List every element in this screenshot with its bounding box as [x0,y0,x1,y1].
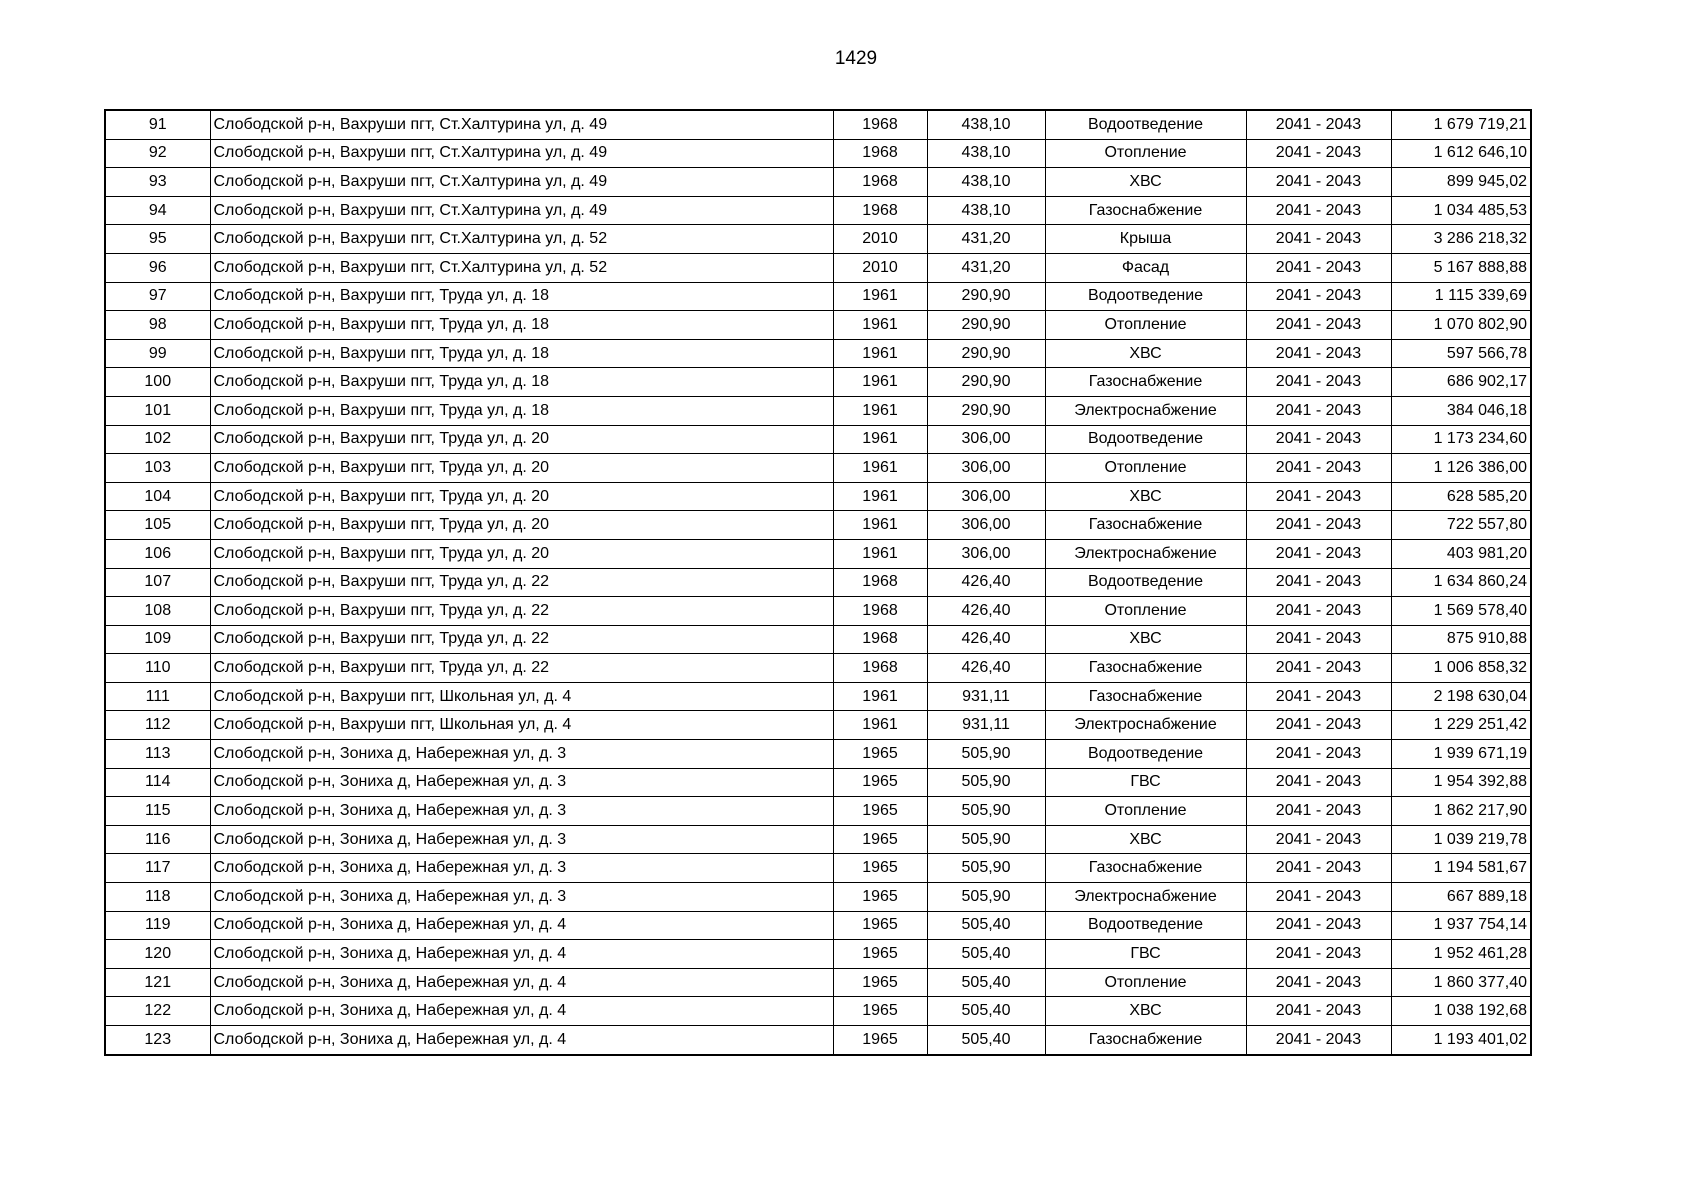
house-address-cell: Слободской р-н, Вахруши пгт, Труда ул, д. 20 [210,425,833,454]
repair-cost-cell: 1 939 671,19 [1391,740,1531,769]
row-number-cell: 111 [105,682,210,711]
work-type-cell: ГВС [1045,768,1246,797]
repair-cost-cell: 2 198 630,04 [1391,682,1531,711]
repair-cost-cell: 1 039 219,78 [1391,825,1531,854]
build-year-cell: 1965 [833,854,927,883]
house-area-cell: 505,40 [927,911,1045,940]
work-type-cell: Отопление [1045,797,1246,826]
house-address-cell: Слободской р-н, Вахруши пгт, Труда ул, д. 18 [210,282,833,311]
row-number-cell: 106 [105,539,210,568]
house-address-cell: Слободской р-н, Вахруши пгт, Ст.Халтурина ул, д. 49 [210,139,833,168]
table-row [105,740,1531,769]
table-row [105,825,1531,854]
row-number-cell: 92 [105,139,210,168]
table-row [105,883,1531,912]
build-year-cell: 1968 [833,597,927,626]
house-area-cell: 290,90 [927,368,1045,397]
work-type-cell: ХВС [1045,997,1246,1026]
house-address-cell: Слободской р-н, Вахруши пгт, Школьная ул, д. 4 [210,711,833,740]
house-address-cell: Слободской р-н, Вахруши пгт, Ст.Халтурина ул, д. 49 [210,110,833,139]
house-area-cell: 438,10 [927,168,1045,197]
build-year-cell: 1961 [833,511,927,540]
house-address-cell: Слободской р-н, Зониха д, Набережная ул, д. 3 [210,740,833,769]
repair-cost-cell: 1 034 485,53 [1391,196,1531,225]
repair-cost-cell: 5 167 888,88 [1391,253,1531,282]
repair-cost-cell: 1 952 461,28 [1391,940,1531,969]
repair-cost-cell: 1 006 858,32 [1391,654,1531,683]
repair-cost-cell: 403 981,20 [1391,539,1531,568]
repair-period-cell: 2041 - 2043 [1246,854,1391,883]
house-address-cell: Слободской р-н, Вахруши пгт, Ст.Халтурина ул, д. 52 [210,253,833,282]
repair-period-cell: 2041 - 2043 [1246,196,1391,225]
house-area-cell: 306,00 [927,425,1045,454]
build-year-cell: 1968 [833,139,927,168]
repair-cost-cell: 3 286 218,32 [1391,225,1531,254]
row-number-cell: 94 [105,196,210,225]
build-year-cell: 1965 [833,968,927,997]
table-row [105,225,1531,254]
table-row [105,682,1531,711]
house-area-cell: 505,90 [927,740,1045,769]
repair-period-cell: 2041 - 2043 [1246,1026,1391,1055]
row-number-cell: 116 [105,825,210,854]
repair-period-cell: 2041 - 2043 [1246,482,1391,511]
house-area-cell: 426,40 [927,654,1045,683]
house-area-cell: 306,00 [927,454,1045,483]
house-area-cell: 505,90 [927,825,1045,854]
repair-cost-cell: 1 569 578,40 [1391,597,1531,626]
work-type-cell: ХВС [1045,625,1246,654]
house-area-cell: 438,10 [927,110,1045,139]
house-address-cell: Слободской р-н, Вахруши пгт, Ст.Халтурина ул, д. 49 [210,196,833,225]
work-type-cell: ХВС [1045,482,1246,511]
row-number-cell: 110 [105,654,210,683]
build-year-cell: 1961 [833,539,927,568]
house-address-cell: Слободской р-н, Зониха д, Набережная ул, д. 4 [210,968,833,997]
house-area-cell: 505,90 [927,797,1045,826]
build-year-cell: 1961 [833,425,927,454]
build-year-cell: 1968 [833,625,927,654]
build-year-cell: 1965 [833,883,927,912]
repair-cost-cell: 1 612 646,10 [1391,139,1531,168]
repair-cost-cell: 628 585,20 [1391,482,1531,511]
house-area-cell: 505,40 [927,1026,1045,1055]
row-number-cell: 107 [105,568,210,597]
house-address-cell: Слободской р-н, Зониха д, Набережная ул, д. 3 [210,797,833,826]
repair-period-cell: 2041 - 2043 [1246,825,1391,854]
repair-period-cell: 2041 - 2043 [1246,311,1391,340]
repair-period-cell: 2041 - 2043 [1246,368,1391,397]
repair-period-cell: 2041 - 2043 [1246,768,1391,797]
row-number-cell: 97 [105,282,210,311]
work-type-cell: Газоснабжение [1045,196,1246,225]
row-number-cell: 109 [105,625,210,654]
repair-period-cell: 2041 - 2043 [1246,597,1391,626]
house-address-cell: Слободской р-н, Вахруши пгт, Труда ул, д. 18 [210,368,833,397]
work-type-cell: Электроснабжение [1045,396,1246,425]
repair-cost-cell: 1 954 392,88 [1391,768,1531,797]
table-row [105,568,1531,597]
table-row [105,110,1531,139]
house-area-cell: 431,20 [927,225,1045,254]
build-year-cell: 1961 [833,339,927,368]
repair-period-cell: 2041 - 2043 [1246,225,1391,254]
table-row [105,168,1531,197]
repair-cost-cell: 899 945,02 [1391,168,1531,197]
repair-cost-cell: 1 126 386,00 [1391,454,1531,483]
repair-period-cell: 2041 - 2043 [1246,911,1391,940]
repair-cost-cell: 1 634 860,24 [1391,568,1531,597]
work-type-cell: Водоотведение [1045,110,1246,139]
row-number-cell: 122 [105,997,210,1026]
work-type-cell: Отопление [1045,139,1246,168]
build-year-cell: 1965 [833,997,927,1026]
build-year-cell: 1968 [833,168,927,197]
house-area-cell: 505,90 [927,883,1045,912]
house-address-cell: Слободской р-н, Вахруши пгт, Ст.Халтурина ул, д. 52 [210,225,833,254]
house-area-cell: 505,40 [927,997,1045,1026]
house-address-cell: Слободской р-н, Зониха д, Набережная ул, д. 3 [210,825,833,854]
row-number-cell: 115 [105,797,210,826]
house-area-cell: 426,40 [927,568,1045,597]
house-address-cell: Слободской р-н, Вахруши пгт, Труда ул, д. 18 [210,311,833,340]
house-area-cell: 306,00 [927,511,1045,540]
house-address-cell: Слободской р-н, Зониха д, Набережная ул, д. 3 [210,883,833,912]
house-area-cell: 505,40 [927,940,1045,969]
house-area-cell: 306,00 [927,482,1045,511]
house-area-cell: 438,10 [927,139,1045,168]
work-type-cell: Газоснабжение [1045,368,1246,397]
repair-period-cell: 2041 - 2043 [1246,968,1391,997]
work-type-cell: Газоснабжение [1045,682,1246,711]
house-address-cell: Слободской р-н, Вахруши пгт, Труда ул, д. 22 [210,654,833,683]
repair-period-cell: 2041 - 2043 [1246,282,1391,311]
build-year-cell: 1961 [833,711,927,740]
row-number-cell: 119 [105,911,210,940]
row-number-cell: 99 [105,339,210,368]
build-year-cell: 1965 [833,797,927,826]
table-row [105,997,1531,1026]
repair-period-cell: 2041 - 2043 [1246,740,1391,769]
work-type-cell: Газоснабжение [1045,511,1246,540]
house-address-cell: Слободской р-н, Вахруши пгт, Труда ул, д. 20 [210,454,833,483]
house-area-cell: 290,90 [927,311,1045,340]
repair-period-cell: 2041 - 2043 [1246,396,1391,425]
table-row [105,625,1531,654]
row-number-cell: 91 [105,110,210,139]
work-type-cell: Водоотведение [1045,282,1246,311]
house-address-cell: Слободской р-н, Вахруши пгт, Труда ул, д. 20 [210,539,833,568]
house-area-cell: 931,11 [927,682,1045,711]
house-address-cell: Слободской р-н, Зониха д, Набережная ул, д. 3 [210,768,833,797]
repair-cost-cell: 384 046,18 [1391,396,1531,425]
work-type-cell: Отопление [1045,597,1246,626]
row-number-cell: 100 [105,368,210,397]
repair-cost-cell: 1 860 377,40 [1391,968,1531,997]
row-number-cell: 96 [105,253,210,282]
repair-period-cell: 2041 - 2043 [1246,454,1391,483]
row-number-cell: 98 [105,311,210,340]
house-area-cell: 290,90 [927,282,1045,311]
repair-cost-cell: 1 229 251,42 [1391,711,1531,740]
row-number-cell: 117 [105,854,210,883]
repair-period-cell: 2041 - 2043 [1246,568,1391,597]
table-row [105,425,1531,454]
house-area-cell: 505,40 [927,968,1045,997]
table-row [105,768,1531,797]
house-address-cell: Слободской р-н, Вахруши пгт, Школьная ул, д. 4 [210,682,833,711]
repair-period-cell: 2041 - 2043 [1246,997,1391,1026]
row-number-cell: 112 [105,711,210,740]
repair-cost-cell: 1 194 581,67 [1391,854,1531,883]
row-number-cell: 105 [105,511,210,540]
repair-schedule-table [104,109,1532,1056]
table-row [105,654,1531,683]
row-number-cell: 104 [105,482,210,511]
work-type-cell: Водоотведение [1045,740,1246,769]
repair-cost-cell: 875 910,88 [1391,625,1531,654]
table-row [105,940,1531,969]
work-type-cell: Газоснабжение [1045,1026,1246,1055]
repair-period-cell: 2041 - 2043 [1246,168,1391,197]
repair-period-cell: 2041 - 2043 [1246,682,1391,711]
work-type-cell: ГВС [1045,940,1246,969]
table-row [105,911,1531,940]
repair-period-cell: 2041 - 2043 [1246,110,1391,139]
work-type-cell: Крыша [1045,225,1246,254]
work-type-cell: Отопление [1045,968,1246,997]
repair-period-cell: 2041 - 2043 [1246,940,1391,969]
house-area-cell: 426,40 [927,597,1045,626]
house-address-cell: Слободской р-н, Зониха д, Набережная ул, д. 4 [210,1026,833,1055]
repair-cost-cell: 1 937 754,14 [1391,911,1531,940]
table-row [105,539,1531,568]
table-row [105,511,1531,540]
row-number-cell: 95 [105,225,210,254]
table-row [105,339,1531,368]
row-number-cell: 121 [105,968,210,997]
repair-cost-cell: 667 889,18 [1391,883,1531,912]
work-type-cell: Отопление [1045,454,1246,483]
table-row [105,311,1531,340]
repair-cost-cell: 597 566,78 [1391,339,1531,368]
house-address-cell: Слободской р-н, Зониха д, Набережная ул, д. 3 [210,854,833,883]
house-area-cell: 505,90 [927,768,1045,797]
build-year-cell: 1961 [833,682,927,711]
build-year-cell: 1961 [833,454,927,483]
repair-cost-cell: 686 902,17 [1391,368,1531,397]
table-row [105,711,1531,740]
repair-period-cell: 2041 - 2043 [1246,425,1391,454]
table-body [105,110,1531,1055]
house-area-cell: 931,11 [927,711,1045,740]
work-type-cell: ХВС [1045,168,1246,197]
work-type-cell: Водоотведение [1045,425,1246,454]
row-number-cell: 103 [105,454,210,483]
work-type-cell: Электроснабжение [1045,711,1246,740]
build-year-cell: 1961 [833,368,927,397]
work-type-cell: ХВС [1045,339,1246,368]
house-address-cell: Слободской р-н, Зониха д, Набережная ул, д. 4 [210,940,833,969]
house-address-cell: Слободской р-н, Вахруши пгт, Труда ул, д. 22 [210,597,833,626]
repair-cost-cell: 1 679 719,21 [1391,110,1531,139]
build-year-cell: 1965 [833,940,927,969]
house-area-cell: 306,00 [927,539,1045,568]
repair-period-cell: 2041 - 2043 [1246,339,1391,368]
repair-cost-cell: 1 038 192,68 [1391,997,1531,1026]
house-address-cell: Слободской р-н, Вахруши пгт, Труда ул, д. 18 [210,339,833,368]
work-type-cell: Водоотведение [1045,911,1246,940]
build-year-cell: 1965 [833,1026,927,1055]
work-type-cell: Газоснабжение [1045,654,1246,683]
work-type-cell: Отопление [1045,311,1246,340]
house-area-cell: 505,90 [927,854,1045,883]
house-address-cell: Слободской р-н, Вахруши пгт, Труда ул, д. 22 [210,625,833,654]
table-row [105,282,1531,311]
house-address-cell: Слободской р-н, Вахруши пгт, Труда ул, д. 20 [210,482,833,511]
table-row [105,454,1531,483]
work-type-cell: Электроснабжение [1045,883,1246,912]
table-row [105,196,1531,225]
repair-cost-cell: 1 862 217,90 [1391,797,1531,826]
table-row [105,1026,1531,1055]
row-number-cell: 101 [105,396,210,425]
row-number-cell: 120 [105,940,210,969]
row-number-cell: 113 [105,740,210,769]
build-year-cell: 2010 [833,253,927,282]
build-year-cell: 1968 [833,196,927,225]
house-address-cell: Слободской р-н, Вахруши пгт, Труда ул, д. 18 [210,396,833,425]
row-number-cell: 93 [105,168,210,197]
row-number-cell: 108 [105,597,210,626]
table-row [105,253,1531,282]
repair-cost-cell: 1 173 234,60 [1391,425,1531,454]
repair-period-cell: 2041 - 2043 [1246,711,1391,740]
house-area-cell: 426,40 [927,625,1045,654]
table-row [105,482,1531,511]
repair-period-cell: 2041 - 2043 [1246,625,1391,654]
build-year-cell: 2010 [833,225,927,254]
repair-period-cell: 2041 - 2043 [1246,139,1391,168]
house-address-cell: Слободской р-н, Вахруши пгт, Труда ул, д. 20 [210,511,833,540]
page-number: 1429 [834,48,878,69]
house-address-cell: Слободской р-н, Вахруши пгт, Труда ул, д. 22 [210,568,833,597]
table-row [105,597,1531,626]
house-address-cell: Слободской р-н, Зониха д, Набережная ул, д. 4 [210,997,833,1026]
house-area-cell: 438,10 [927,196,1045,225]
table-row [105,396,1531,425]
work-type-cell: ХВС [1045,825,1246,854]
work-type-cell: Водоотведение [1045,568,1246,597]
table-row [105,854,1531,883]
repair-period-cell: 2041 - 2043 [1246,253,1391,282]
repair-period-cell: 2041 - 2043 [1246,539,1391,568]
house-area-cell: 431,20 [927,253,1045,282]
repair-period-cell: 2041 - 2043 [1246,654,1391,683]
build-year-cell: 1961 [833,311,927,340]
work-type-cell: Фасад [1045,253,1246,282]
row-number-cell: 123 [105,1026,210,1055]
build-year-cell: 1965 [833,825,927,854]
build-year-cell: 1961 [833,282,927,311]
repair-cost-cell: 1 070 802,90 [1391,311,1531,340]
repair-period-cell: 2041 - 2043 [1246,883,1391,912]
house-area-cell: 290,90 [927,339,1045,368]
repair-period-cell: 2041 - 2043 [1246,797,1391,826]
table-row [105,139,1531,168]
build-year-cell: 1961 [833,482,927,511]
row-number-cell: 118 [105,883,210,912]
repair-cost-cell: 1 115 339,69 [1391,282,1531,311]
repair-cost-cell: 722 557,80 [1391,511,1531,540]
work-type-cell: Газоснабжение [1045,854,1246,883]
build-year-cell: 1961 [833,396,927,425]
table-row [105,797,1531,826]
table-row [105,368,1531,397]
table-row [105,968,1531,997]
build-year-cell: 1965 [833,768,927,797]
house-area-cell: 290,90 [927,396,1045,425]
house-address-cell: Слободской р-н, Вахруши пгт, Ст.Халтурина ул, д. 49 [210,168,833,197]
build-year-cell: 1968 [833,568,927,597]
repair-cost-cell: 1 193 401,02 [1391,1026,1531,1055]
house-address-cell: Слободской р-н, Зониха д, Набережная ул, д. 4 [210,911,833,940]
build-year-cell: 1968 [833,654,927,683]
row-number-cell: 114 [105,768,210,797]
build-year-cell: 1968 [833,110,927,139]
work-type-cell: Электроснабжение [1045,539,1246,568]
row-number-cell: 102 [105,425,210,454]
repair-period-cell: 2041 - 2043 [1246,511,1391,540]
build-year-cell: 1965 [833,740,927,769]
build-year-cell: 1965 [833,911,927,940]
